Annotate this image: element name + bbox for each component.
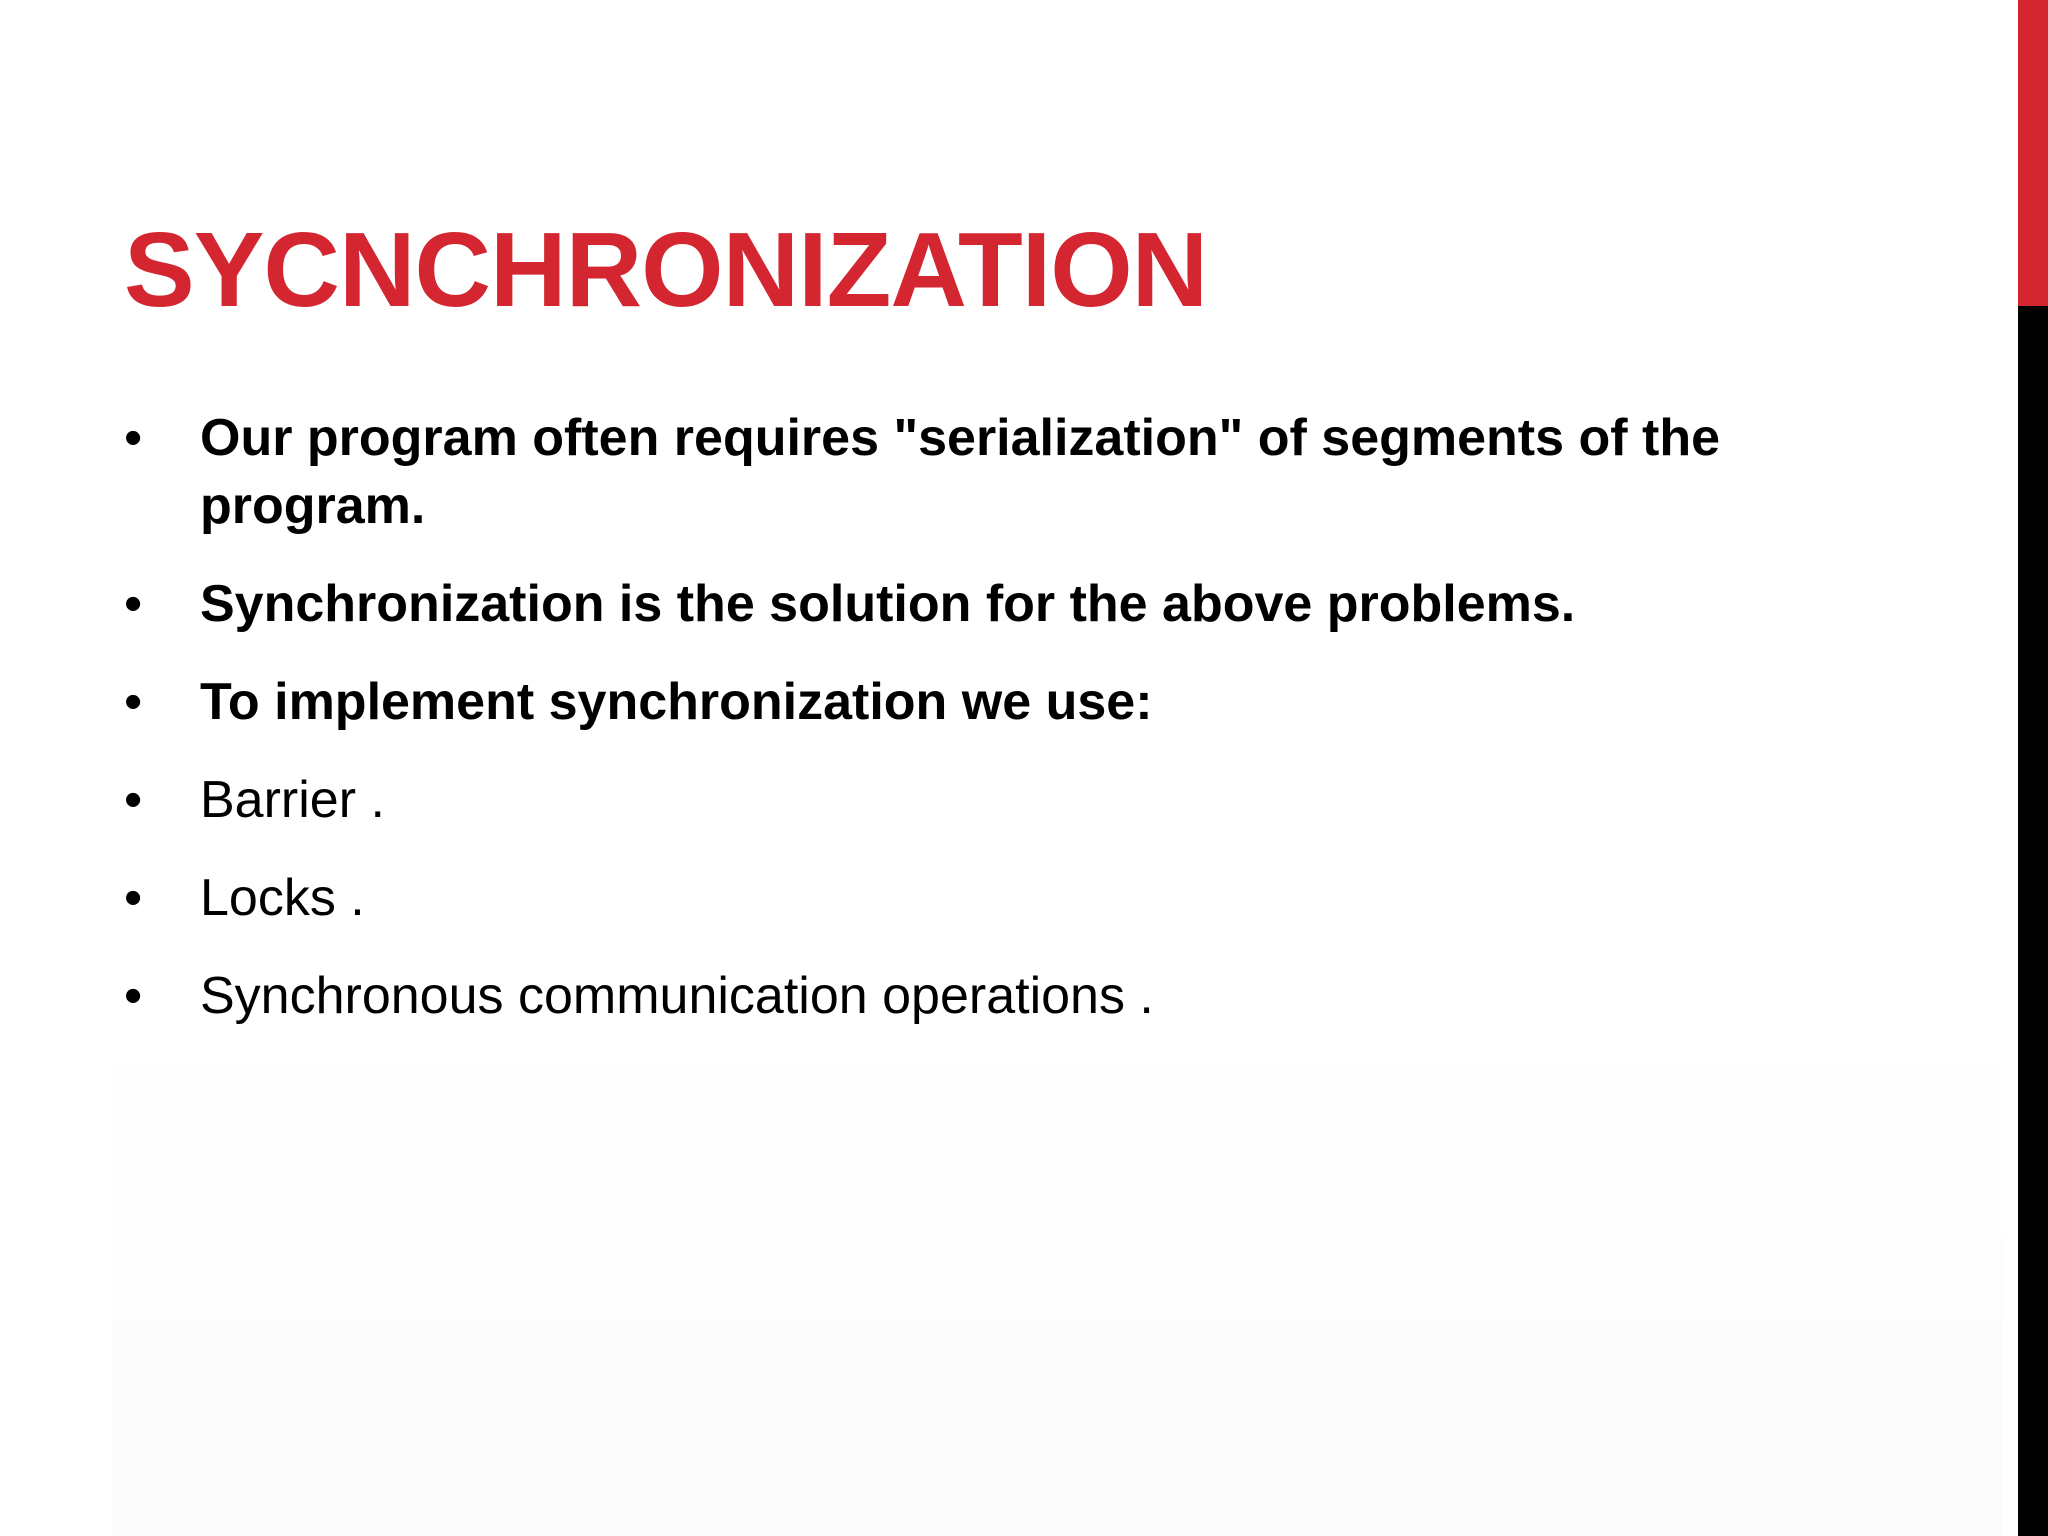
bullet-marker: • <box>124 409 143 467</box>
accent-bar-red <box>2018 0 2048 306</box>
bullet-marker: • <box>124 575 143 633</box>
bullet-marker: • <box>124 869 143 927</box>
bullet-item <box>124 864 1884 932</box>
bullet-text: Synchronization is the solution for the above problems. <box>200 575 1576 633</box>
bullet-item <box>124 766 1884 834</box>
bullet-list <box>124 404 1884 1060</box>
bullet-marker: • <box>124 673 143 731</box>
content-background <box>112 1020 2002 1536</box>
bullet-text: Barrier . <box>200 771 385 829</box>
bullet-item <box>124 570 1884 638</box>
bullet-item <box>124 962 1884 1030</box>
bullet-text: Our program often requires "serialization" of segments of the program. <box>200 409 1721 535</box>
bullet-text: Locks . <box>200 869 365 927</box>
bullet-text: Synchronous communication operations . <box>200 967 1154 1025</box>
bullet-marker: • <box>124 771 143 829</box>
slide-title: SYCNCHRONIZATION <box>124 211 1208 329</box>
bullet-item <box>124 668 1884 736</box>
bullet-text: To implement synchronization we use: <box>200 673 1153 731</box>
bullet-marker: • <box>124 967 143 1025</box>
accent-bar-black <box>2018 306 2048 1536</box>
bullet-item <box>124 404 1884 540</box>
